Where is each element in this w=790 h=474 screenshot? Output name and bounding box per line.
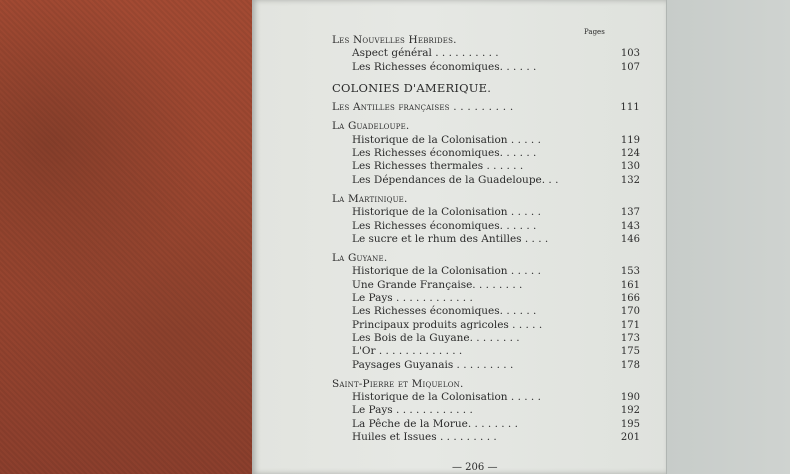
toc-entry (332, 219, 640, 233)
toc-section (332, 192, 640, 246)
toc-entry (332, 404, 640, 417)
toc-entry-page: 178 (620, 359, 640, 371)
toc-entry-page: 190 (620, 392, 640, 404)
toc-entry (332, 331, 640, 345)
section-page-number: 111 (620, 102, 640, 114)
toc-entry-page: 107 (620, 61, 640, 73)
toc-entry-page: 119 (620, 134, 640, 146)
toc-entry (332, 391, 640, 404)
section-heading-label: Saint-Pierre et Miquelon. (332, 377, 464, 390)
toc-entry-label: Huiles et Issues . . . . . . . . . (352, 431, 497, 444)
toc-entry-page: 173 (620, 332, 640, 344)
toc-entry (332, 305, 640, 318)
section-heading (332, 252, 622, 265)
toc-section (332, 34, 640, 74)
section-heading (332, 193, 622, 206)
section-heading-label: COLONIES D'AMERIQUE. (332, 80, 492, 95)
toc-entry (332, 358, 640, 372)
toc-entry (332, 431, 640, 444)
toc-entry-page: 146 (620, 233, 640, 245)
toc-entry-label: Historique de la Colonisation . . . . . (352, 391, 541, 404)
toc-entry-page: 166 (620, 293, 640, 305)
section-heading-label: La Guadeloupe. (332, 120, 410, 133)
toc-entry-page: 103 (620, 48, 640, 60)
toc-entry-label: Historique de la Colonisation . . . . . (352, 206, 541, 219)
toc-entry-label: Paysages Guyanais . . . . . . . . . (352, 358, 514, 371)
red-cloth-background (0, 0, 252, 474)
toc-section (332, 101, 640, 114)
section-heading (332, 34, 622, 47)
toc-entry-label: La Pêche de la Morue. . . . . . . . (352, 417, 518, 430)
table-of-contents (332, 28, 640, 444)
toc-entry (332, 417, 640, 431)
toc-entry-label: Le Pays . . . . . . . . . . . . (352, 292, 473, 305)
toc-entry-label: Les Dépendances de la Guadeloupe. . . (352, 173, 559, 186)
toc-entry (332, 133, 640, 147)
section-heading-label: Les Antilles françaises . . . . . . . . . (332, 101, 514, 114)
section-heading (332, 101, 640, 114)
toc-entry-label: Principaux produits agricoles . . . . . (352, 318, 543, 331)
toc-section (332, 82, 622, 95)
toc-entry-label: Les Richesses thermales . . . . . . (352, 160, 524, 173)
toc-body (332, 34, 640, 444)
section-heading-label: Les Nouvelles Hebrides. (332, 34, 457, 46)
toc-entry (332, 47, 640, 60)
toc-entry-page: 137 (620, 207, 640, 219)
toc-entry-label: Le sucre et le rhum des Antilles . . . . (352, 232, 549, 245)
toc-entry-label: Historique de la Colonisation . . . . . (352, 133, 541, 146)
toc-entry-page: 170 (620, 306, 640, 318)
toc-entry-label: L'Or . . . . . . . . . . . . . (352, 345, 463, 358)
toc-entry-label: Le Pays . . . . . . . . . . . . (352, 404, 473, 417)
toc-entry-label: Les Richesses économiques. . . . . . (352, 219, 537, 232)
toc-entry (332, 318, 640, 332)
toc-entry-label: Les Richesses économiques. . . . . . (352, 147, 537, 160)
toc-entry (332, 147, 640, 160)
toc-entry-label: Aspect général . . . . . . . . . . (352, 47, 499, 60)
toc-section (332, 377, 640, 444)
toc-entry-label: Une Grande Française. . . . . . . . (352, 278, 523, 291)
toc-section (332, 120, 640, 186)
toc-entry (332, 60, 640, 74)
toc-entry-page: 153 (620, 266, 640, 278)
toc-entry-label: Historique de la Colonisation . . . . . (352, 265, 541, 278)
toc-entry-page: 171 (620, 319, 640, 331)
toc-entry (332, 160, 640, 173)
toc-entry-page: 132 (620, 174, 640, 186)
toc-entry (332, 206, 640, 219)
toc-entry-label: Les Bois de la Guyane. . . . . . . . (352, 331, 520, 344)
toc-entry-label: Les Richesses économiques. . . . . . (352, 60, 537, 73)
toc-entry-page: 195 (620, 418, 640, 430)
toc-entry-page: 143 (620, 220, 640, 232)
toc-entry (332, 345, 640, 358)
facing-page (666, 0, 790, 474)
toc-entry-page: 175 (620, 346, 640, 358)
toc-entry (332, 173, 640, 187)
toc-entry-label: Les Richesses économiques. . . . . . (352, 305, 537, 318)
page-number: — 206 — (452, 462, 498, 473)
section-heading (332, 378, 622, 391)
book-page (252, 0, 666, 474)
toc-entry-page: 192 (620, 405, 640, 417)
section-heading (332, 120, 622, 133)
toc-entry (332, 265, 640, 278)
toc-entry-page: 161 (620, 279, 640, 291)
toc-entry (332, 232, 640, 246)
toc-entry (332, 278, 640, 292)
toc-entry-page: 201 (620, 432, 640, 444)
section-heading-label: La Guyane. (332, 252, 388, 265)
toc-entry-page: 130 (620, 161, 640, 173)
toc-entry-page: 124 (620, 148, 640, 160)
toc-entry (332, 292, 640, 305)
section-heading-label: La Martinique. (332, 192, 408, 205)
pages-column-label: Pages (584, 28, 605, 36)
section-heading (332, 82, 622, 95)
toc-section (332, 252, 640, 372)
